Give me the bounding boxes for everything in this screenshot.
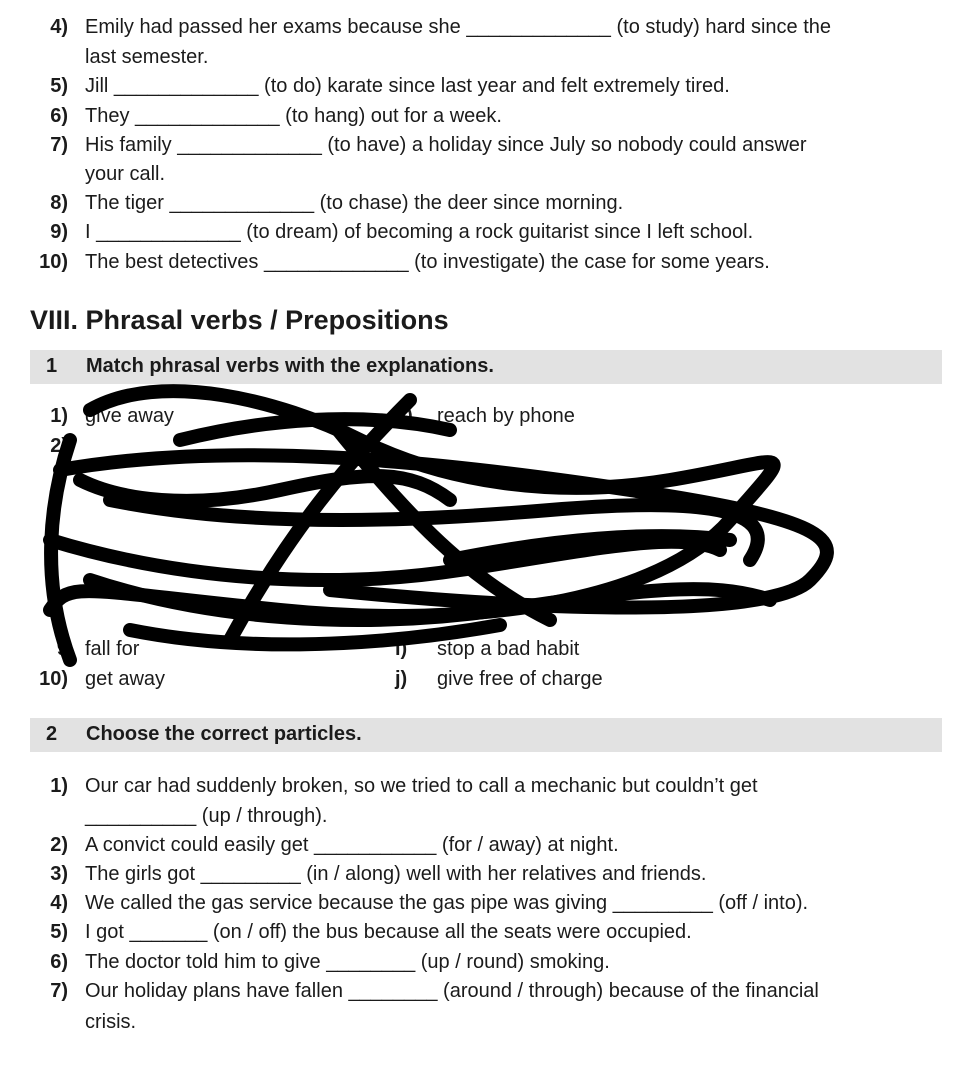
item-number: 5) [50, 75, 68, 97]
item-number: 9) [50, 221, 68, 243]
exercise-sentence: The best detectives _____________ (to investigate) the case for some years. [85, 251, 770, 273]
explanation: reach by phone [437, 405, 575, 427]
exercise-sentence: I _____________ (to dream) of becoming a rock guitarist since I left school. [85, 221, 754, 243]
task-number: 1 [46, 355, 58, 377]
phrasal-verb: give away [85, 405, 174, 427]
phrasal-verb: fall for [85, 638, 140, 660]
item-number: 9 [56, 638, 68, 660]
explanation-letter: i) [395, 638, 408, 660]
item-number: 6) [50, 105, 68, 127]
exercise-sentence: A convict could easily get ___________ (for / away) at night. [85, 834, 619, 856]
item-number: 5) [50, 921, 68, 943]
task-number: 2 [46, 723, 58, 745]
exercise-sentence: The tiger _____________ (to chase) the deer since morning. [85, 192, 624, 214]
exercise-sentence: Jill _____________ (to do) karate since last year and felt extremely tired. [85, 75, 730, 97]
explanation-letter: a) [395, 405, 413, 427]
exercise-sentence-cont: your call. [85, 163, 166, 185]
item-number: 4) [50, 16, 68, 38]
exercise-sentence: Our car had suddenly broken, so we tried to call a mechanic but couldn’t get [85, 775, 758, 797]
exercise-sentence: I got _______ (on / off) the bus because all the seats were occupied. [85, 921, 692, 943]
exercise-sentence: His family _____________ (to have) a holiday since July so nobody could answer [85, 134, 807, 156]
exercise-sentence: They _____________ (to hang) out for a week. [85, 105, 502, 127]
item-number: 3) [50, 863, 68, 885]
task-header [30, 718, 942, 752]
item-number: 2) [50, 435, 68, 457]
explanation: stop a bad habit [437, 638, 580, 660]
phrasal-verb: get away [85, 668, 166, 690]
exercise-sentence: Emily had passed her exams because she _____________ (to study) hard since the [85, 16, 832, 38]
item-number: 7) [50, 134, 68, 156]
exercise-sentence-cont: __________ (up / through). [85, 805, 328, 827]
exercise-sentence: We called the gas service because the gas pipe was giving _________ (off / into). [85, 892, 809, 914]
exercise-sentence-cont: last semester. [85, 46, 209, 68]
explanation-letter: j) [395, 668, 408, 690]
task-title: Match phrasal verbs with the explanations. [86, 355, 494, 377]
explanation: give free of charge [437, 668, 603, 690]
item-number: 7) [50, 980, 68, 1002]
task-title: Choose the correct particles. [86, 723, 362, 745]
item-number: 8) [50, 192, 68, 214]
item-number: 4) [50, 892, 68, 914]
exercise-sentence: The doctor told him to give ________ (up / round) smoking. [85, 951, 610, 973]
item-number: 10) [39, 251, 68, 273]
exercise-sentence-cont: crisis. [85, 1011, 137, 1033]
item-number: 1) [50, 775, 68, 797]
item-number: 2) [50, 834, 68, 856]
section-title: VIII. Phrasal verbs / Prepositions [30, 305, 449, 335]
exercise-sentence: Our holiday plans have fallen ________ (around / through) because of the financial [85, 980, 819, 1002]
item-number: 6) [50, 951, 68, 973]
task-header [30, 350, 942, 384]
item-number: 1) [50, 405, 68, 427]
item-number: 10) [39, 668, 68, 690]
exercise-sentence: The girls got _________ (in / along) well with her relatives and friends. [85, 863, 707, 885]
